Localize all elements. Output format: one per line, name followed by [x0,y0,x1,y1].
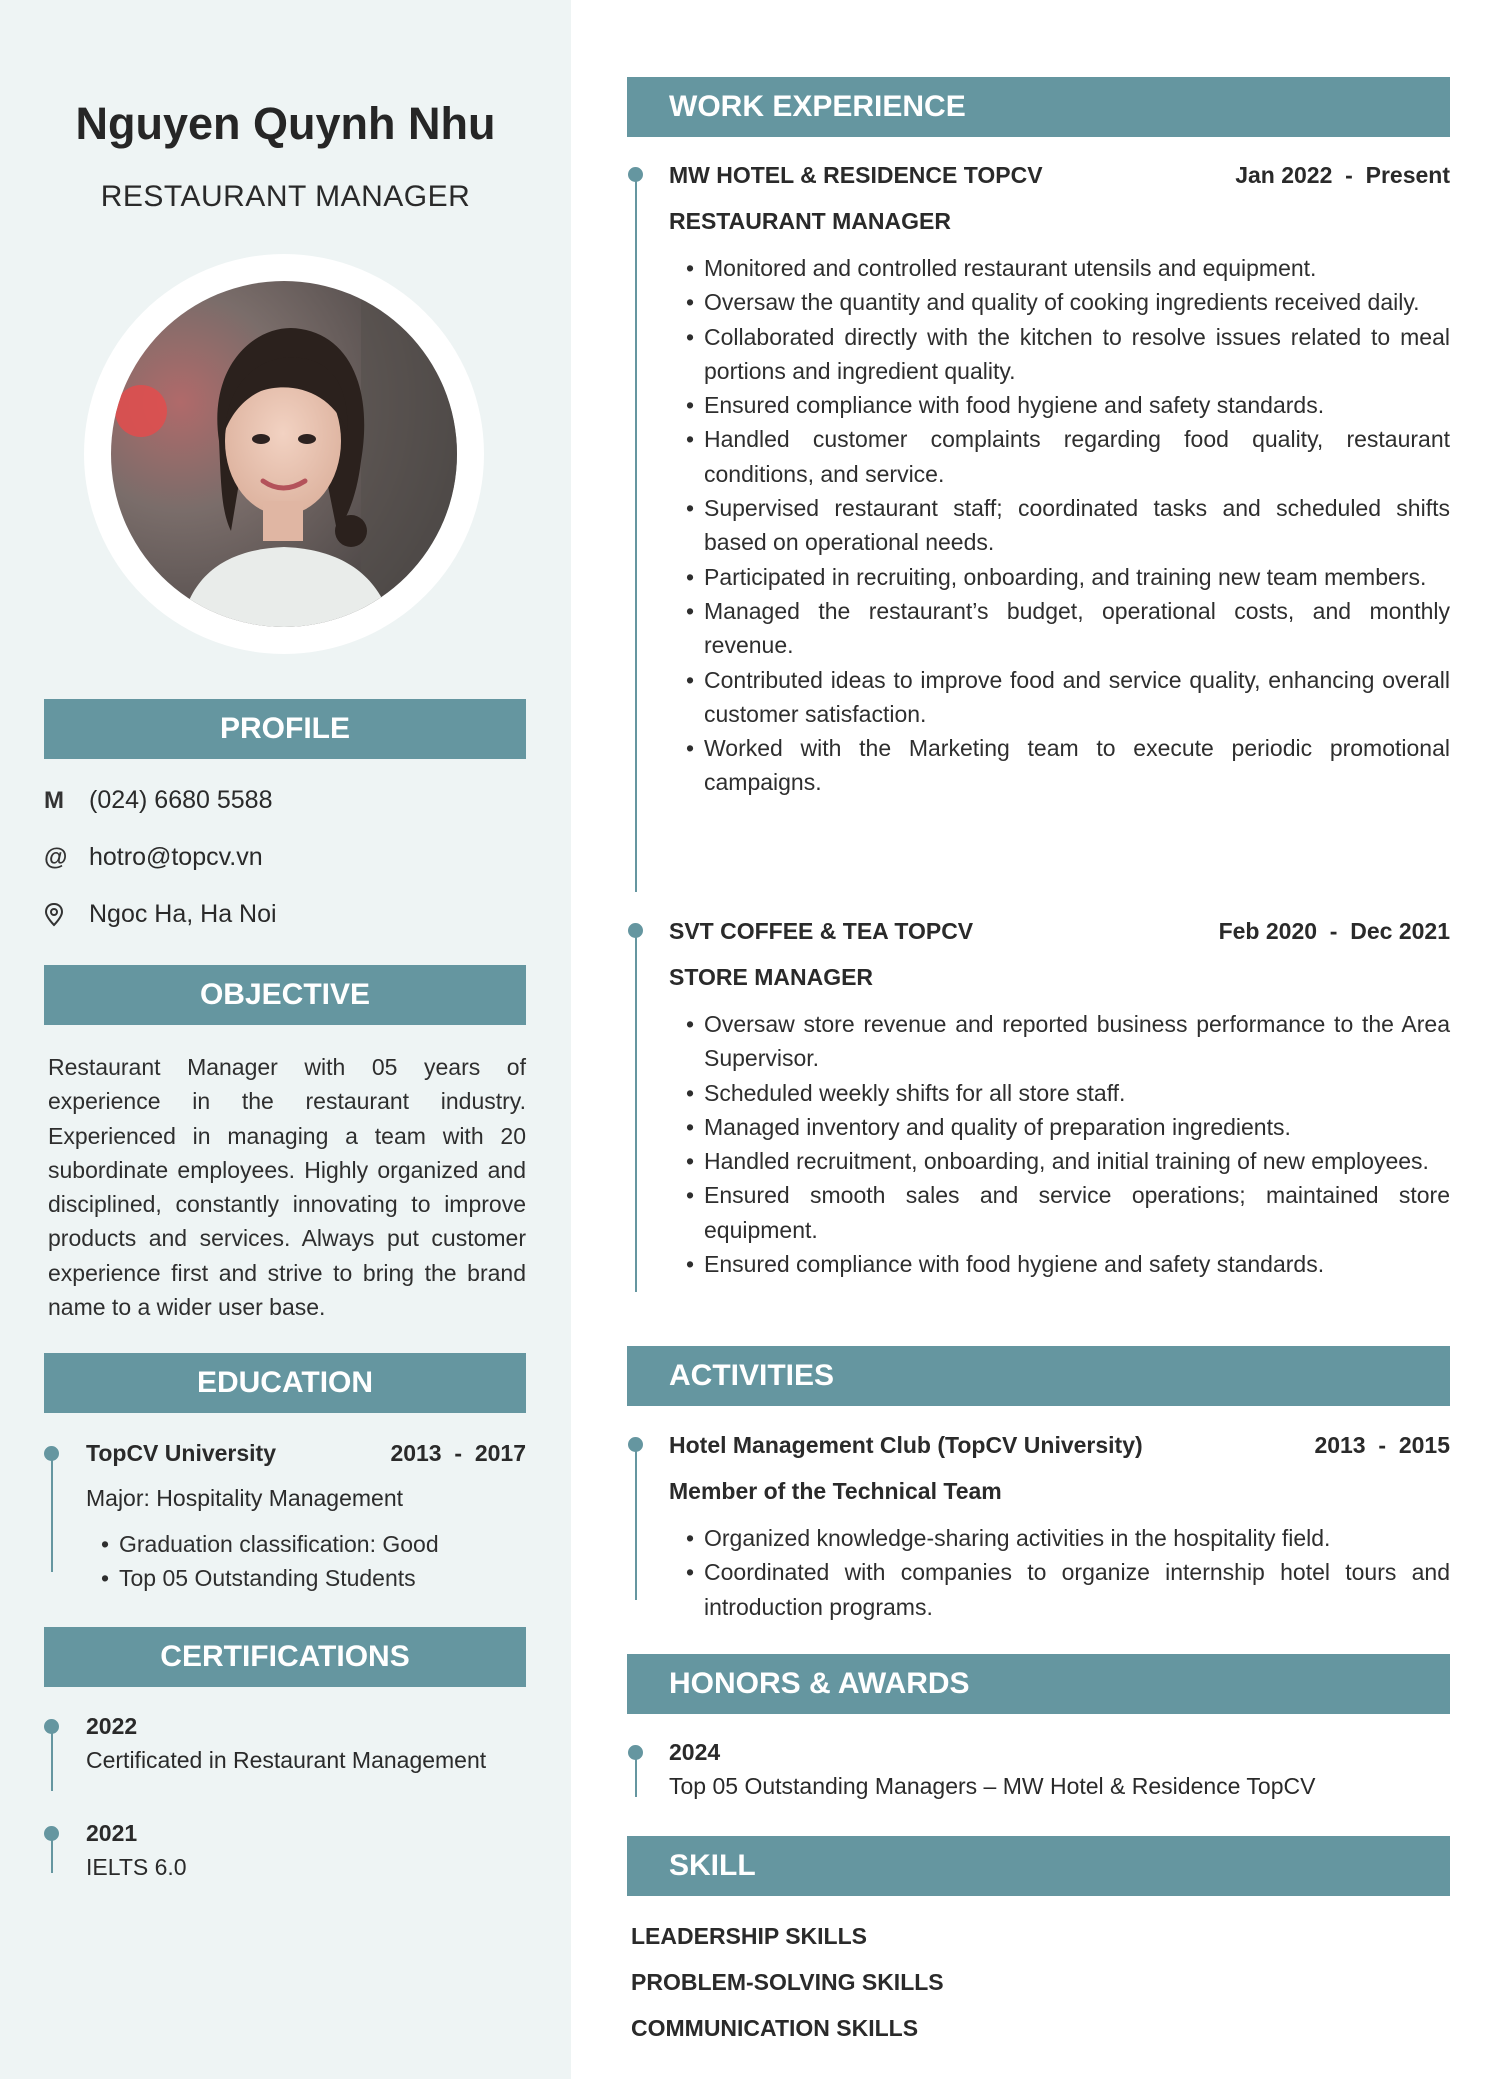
activity-org: Hotel Management Club (TopCV University) [669,1432,1143,1458]
list-item: • Oversaw the quantity and quality of cooking ingredients received daily. [686,285,1450,319]
phone-number: (024) 6680 5588 [89,786,273,814]
cert-timeline-line [51,1833,53,1873]
skill-item: PROBLEM-SOLVING SKILLS [631,1969,944,1995]
job-company: SVT COFFEE & TEA TOPCV [669,918,974,944]
cert-year: 2022 [86,1713,138,1739]
job-bullets [686,1007,1450,1281]
education-bullets [101,1527,526,1596]
list-item: • Handled recruitment, onboarding, and initial training of new employees. [686,1144,1450,1178]
profile-heading: PROFILE [44,699,526,759]
list-item: • Graduation classification: Good [101,1527,526,1561]
cert-text: Certificated in Restaurant Management [86,1747,487,1773]
list-item: • Participated in recruiting, onboarding, and training new team members. [686,560,1450,594]
award-timeline-line [635,1752,637,1797]
list-item: • Ensured smooth sales and service operations; maintained store equipment. [686,1178,1450,1247]
list-item: • Supervised restaurant staff; coordinated tasks and scheduled shifts based on operational needs. [686,491,1450,560]
activities-heading: ACTIVITIES [627,1346,1450,1406]
skill-item: LEADERSHIP SKILLS [631,1923,867,1949]
avatar [111,281,457,627]
education-school: TopCV University [86,1440,276,1466]
job-role: STORE MANAGER [669,964,874,990]
objective-text: Restaurant Manager with 05 years of experience in the restaurant industry. Experienced in managing a team with 20 subordinate employees. Highly organized and disciplined, constantly innovating to improve products and services. Always put customer experience first and strive to bring the brand name to a wider user base. [48,1054,526,1321]
portrait-image [111,281,457,627]
list-item: • Contributed ideas to improve food and service quality, enhancing overall customer satisfaction. [686,663,1450,732]
cert-year: 2021 [86,1820,138,1846]
location-pin-icon [44,903,84,927]
job-bullets [686,251,1450,800]
list-item: • Scheduled weekly shifts for all store staff. [686,1076,1450,1110]
activity-role: Member of the Technical Team [669,1478,1002,1504]
award-text: Top 05 Outstanding Managers – MW Hotel & Residence TopCV [669,1773,1316,1799]
activity-dates: 2013 - 2015 [1314,1432,1450,1458]
email-address: hotro@topcv.vn [89,843,263,871]
list-item: • Organized knowledge-sharing activities in the hospitality field. [686,1521,1450,1555]
job-dates: Jan 2022 - Present [1235,162,1450,188]
award-year: 2024 [669,1739,721,1765]
list-item: • Managed inventory and quality of preparation ingredients. [686,1110,1450,1144]
candidate-name: Nguyen Quynh Nhu [75,98,496,149]
avatar-frame [84,254,484,654]
list-item: • Top 05 Outstanding Students [101,1561,526,1595]
certifications-heading: CERTIFICATIONS [44,1627,526,1687]
cert-text: IELTS 6.0 [86,1854,187,1880]
education-dates: 2013 - 2017 [390,1440,526,1466]
list-item: • Collaborated directly with the kitchen to resolve issues related to meal portions and ingredient quality. [686,320,1450,389]
skill-heading: SKILL [627,1836,1450,1896]
email-icon: @ [44,843,68,871]
candidate-title: RESTAURANT MANAGER [100,180,471,213]
skill-item: COMMUNICATION SKILLS [631,2015,919,2041]
contact-email [44,843,263,872]
contact-location [44,900,277,929]
list-item: • Ensured compliance with food hygiene and safety standards. [686,388,1450,422]
cert-timeline-line [51,1726,53,1791]
list-item: • Handled customer complaints regarding food quality, restaurant conditions, and service. [686,422,1450,491]
work-experience-heading: WORK EXPERIENCE [627,77,1450,137]
activity-bullets [686,1521,1450,1624]
job-timeline-line [635,930,637,1292]
education-heading: EDUCATION [44,1353,526,1413]
education-timeline-line [51,1452,53,1572]
job-dates: Feb 2020 - Dec 2021 [1218,918,1450,944]
activity-timeline-line [635,1444,637,1600]
list-item: • Managed the restaurant’s budget, operational costs, and monthly revenue. [686,594,1450,663]
job-timeline-line [635,174,637,892]
list-item: • Ensured compliance with food hygiene and safety standards. [686,1247,1450,1281]
contact-phone [44,786,272,815]
list-item: • Monitored and controlled restaurant utensils and equipment. [686,251,1450,285]
job-company: MW HOTEL & RESIDENCE TOPCV [669,162,1043,188]
phone-icon: M [44,786,64,814]
job-role: RESTAURANT MANAGER [669,208,951,234]
list-item: • Oversaw store revenue and reported business performance to the Area Supervisor. [686,1007,1450,1076]
location-text: Ngoc Ha, Ha Noi [89,900,277,928]
list-item: • Coordinated with companies to organize internship hotel tours and introduction programs. [686,1555,1450,1624]
list-item: • Worked with the Marketing team to execute periodic promotional campaigns. [686,731,1450,800]
education-major: Major: Hospitality Management [86,1485,404,1511]
awards-heading: HONORS & AWARDS [627,1654,1450,1714]
objective-heading: OBJECTIVE [44,965,526,1025]
